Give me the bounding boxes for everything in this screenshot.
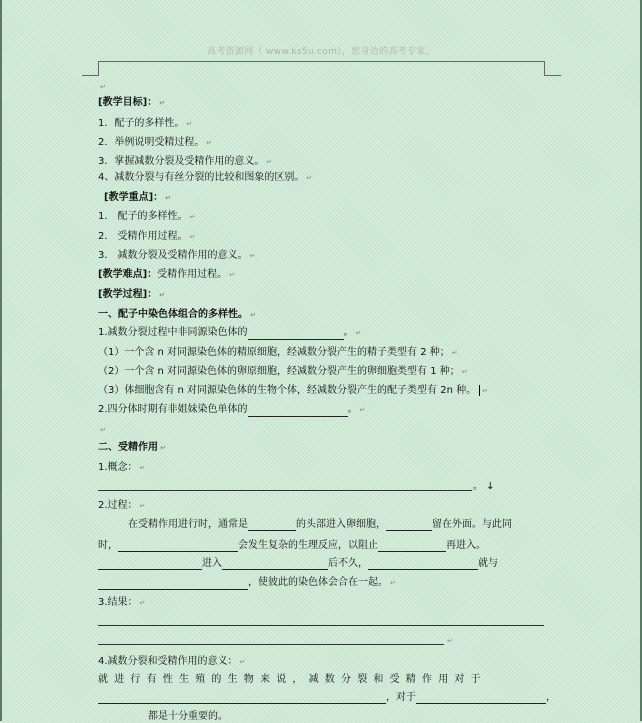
section1-question1: 1.减数分裂过程中非同源染色体的 。 ↵ <box>98 327 362 338</box>
difficult-point: [教学难点]：受精作用过程。 ↵ <box>98 269 236 280</box>
answer-blank[interactable] <box>248 520 296 531</box>
header-rule <box>98 61 544 62</box>
objectives-title: [教学目标]： ↵ <box>98 97 166 108</box>
process-line3: 进入 后不久， 就与 <box>98 557 498 570</box>
answer-blank[interactable] <box>222 559 328 570</box>
concept-label: 1.概念： ↵ <box>98 462 146 473</box>
concept-end: 。 ↓ <box>473 481 495 492</box>
result-answer-line[interactable] <box>98 644 444 645</box>
answer-blank[interactable] <box>416 693 546 704</box>
objective-item: 2．举例说明受精过程。 ↵ <box>98 137 213 148</box>
process-title: [教学过程]： ↵ <box>98 289 166 300</box>
process-line4: ，使彼此的染色体会合在一起。 ↵ <box>98 576 396 590</box>
key-points-title: [教学重点]： ↵ <box>104 192 172 203</box>
answer-blank[interactable] <box>98 693 386 704</box>
answer-blank[interactable] <box>248 406 348 417</box>
significance-line1: 就进行有性生殖的生物来说，减数分裂和受精作用对于 <box>98 674 487 685</box>
answer-blank[interactable] <box>368 559 478 570</box>
section1-point2: （2）一个含 n 对同源染色体的卵原细胞，经减数分裂产生的卵细胞类型有 1 种； ↵ <box>98 366 468 377</box>
concept-answer-line[interactable] <box>98 490 472 491</box>
answer-blank[interactable] <box>98 559 202 570</box>
significance-label: 4.减数分裂和受精作用的意义： ↵ <box>98 656 246 667</box>
objective-item: 3．掌握减数分裂及受精作用的意义。 ↵ <box>98 156 273 167</box>
answer-blank[interactable] <box>118 541 238 552</box>
section2-title: 二、受精作用 ↵ <box>98 442 166 453</box>
section1-title: 一、配子中染色体组合的多样性。 ↵ <box>98 309 256 320</box>
window-left-border <box>0 0 2 721</box>
process-line1: 在受精作用进行时，通常是 的头部进入卵细胞， 留在外面。与此同 <box>128 519 512 530</box>
answer-blank[interactable] <box>98 579 248 590</box>
text-cursor <box>479 385 480 396</box>
significance-line3: 都是十分重要的。 <box>148 711 228 722</box>
process-label: 2.过程： ↵ <box>98 500 146 511</box>
significance-line2: ，对于 ， <box>98 691 556 704</box>
left-margin-mark-h <box>82 75 99 76</box>
right-margin-mark-h <box>544 75 561 76</box>
answer-blank[interactable] <box>386 520 432 531</box>
process-line2: 时， 会发生复杂的生理反应，以阻止 再进入。 <box>98 540 486 551</box>
answer-blank[interactable] <box>248 329 344 340</box>
page-header: 高考资源网（ www.ks5u.com），您身边的高考专家。 <box>207 47 435 57</box>
answer-blank[interactable] <box>378 541 446 552</box>
section1-point1: （1）一个含 n 对同源染色体的精原细胞，经减数分裂产生的精子类型有 2 种； ↵ <box>98 347 458 358</box>
section1-point3: （3）体细胞含有 n 对同源染色体的生物个体，经减数分裂产生的配子类型有 2n 种。 ↵ <box>98 385 488 396</box>
key-point-item: 3． 减数分裂及受精作用的意义。 ↵ <box>98 250 256 261</box>
left-margin-mark <box>98 61 99 75</box>
right-margin-mark <box>544 61 545 75</box>
result-answer-line[interactable] <box>98 625 544 626</box>
objective-item: 1．配子的多样性。 ↵ <box>98 118 193 129</box>
section1-question2: 2.四分体时期有非姐妹染色单体的 。 ↵ <box>98 404 366 415</box>
result-label: 3.结果： ↵ <box>98 597 146 608</box>
key-point-item: 2． 受精作用过程。 ↵ <box>98 231 196 242</box>
objective-item: 4、减数分裂与有丝分裂的比较和图象的区别。 ↵ <box>98 172 313 183</box>
key-point-item: 1． 配子的多样性。 ↵ <box>98 211 196 222</box>
